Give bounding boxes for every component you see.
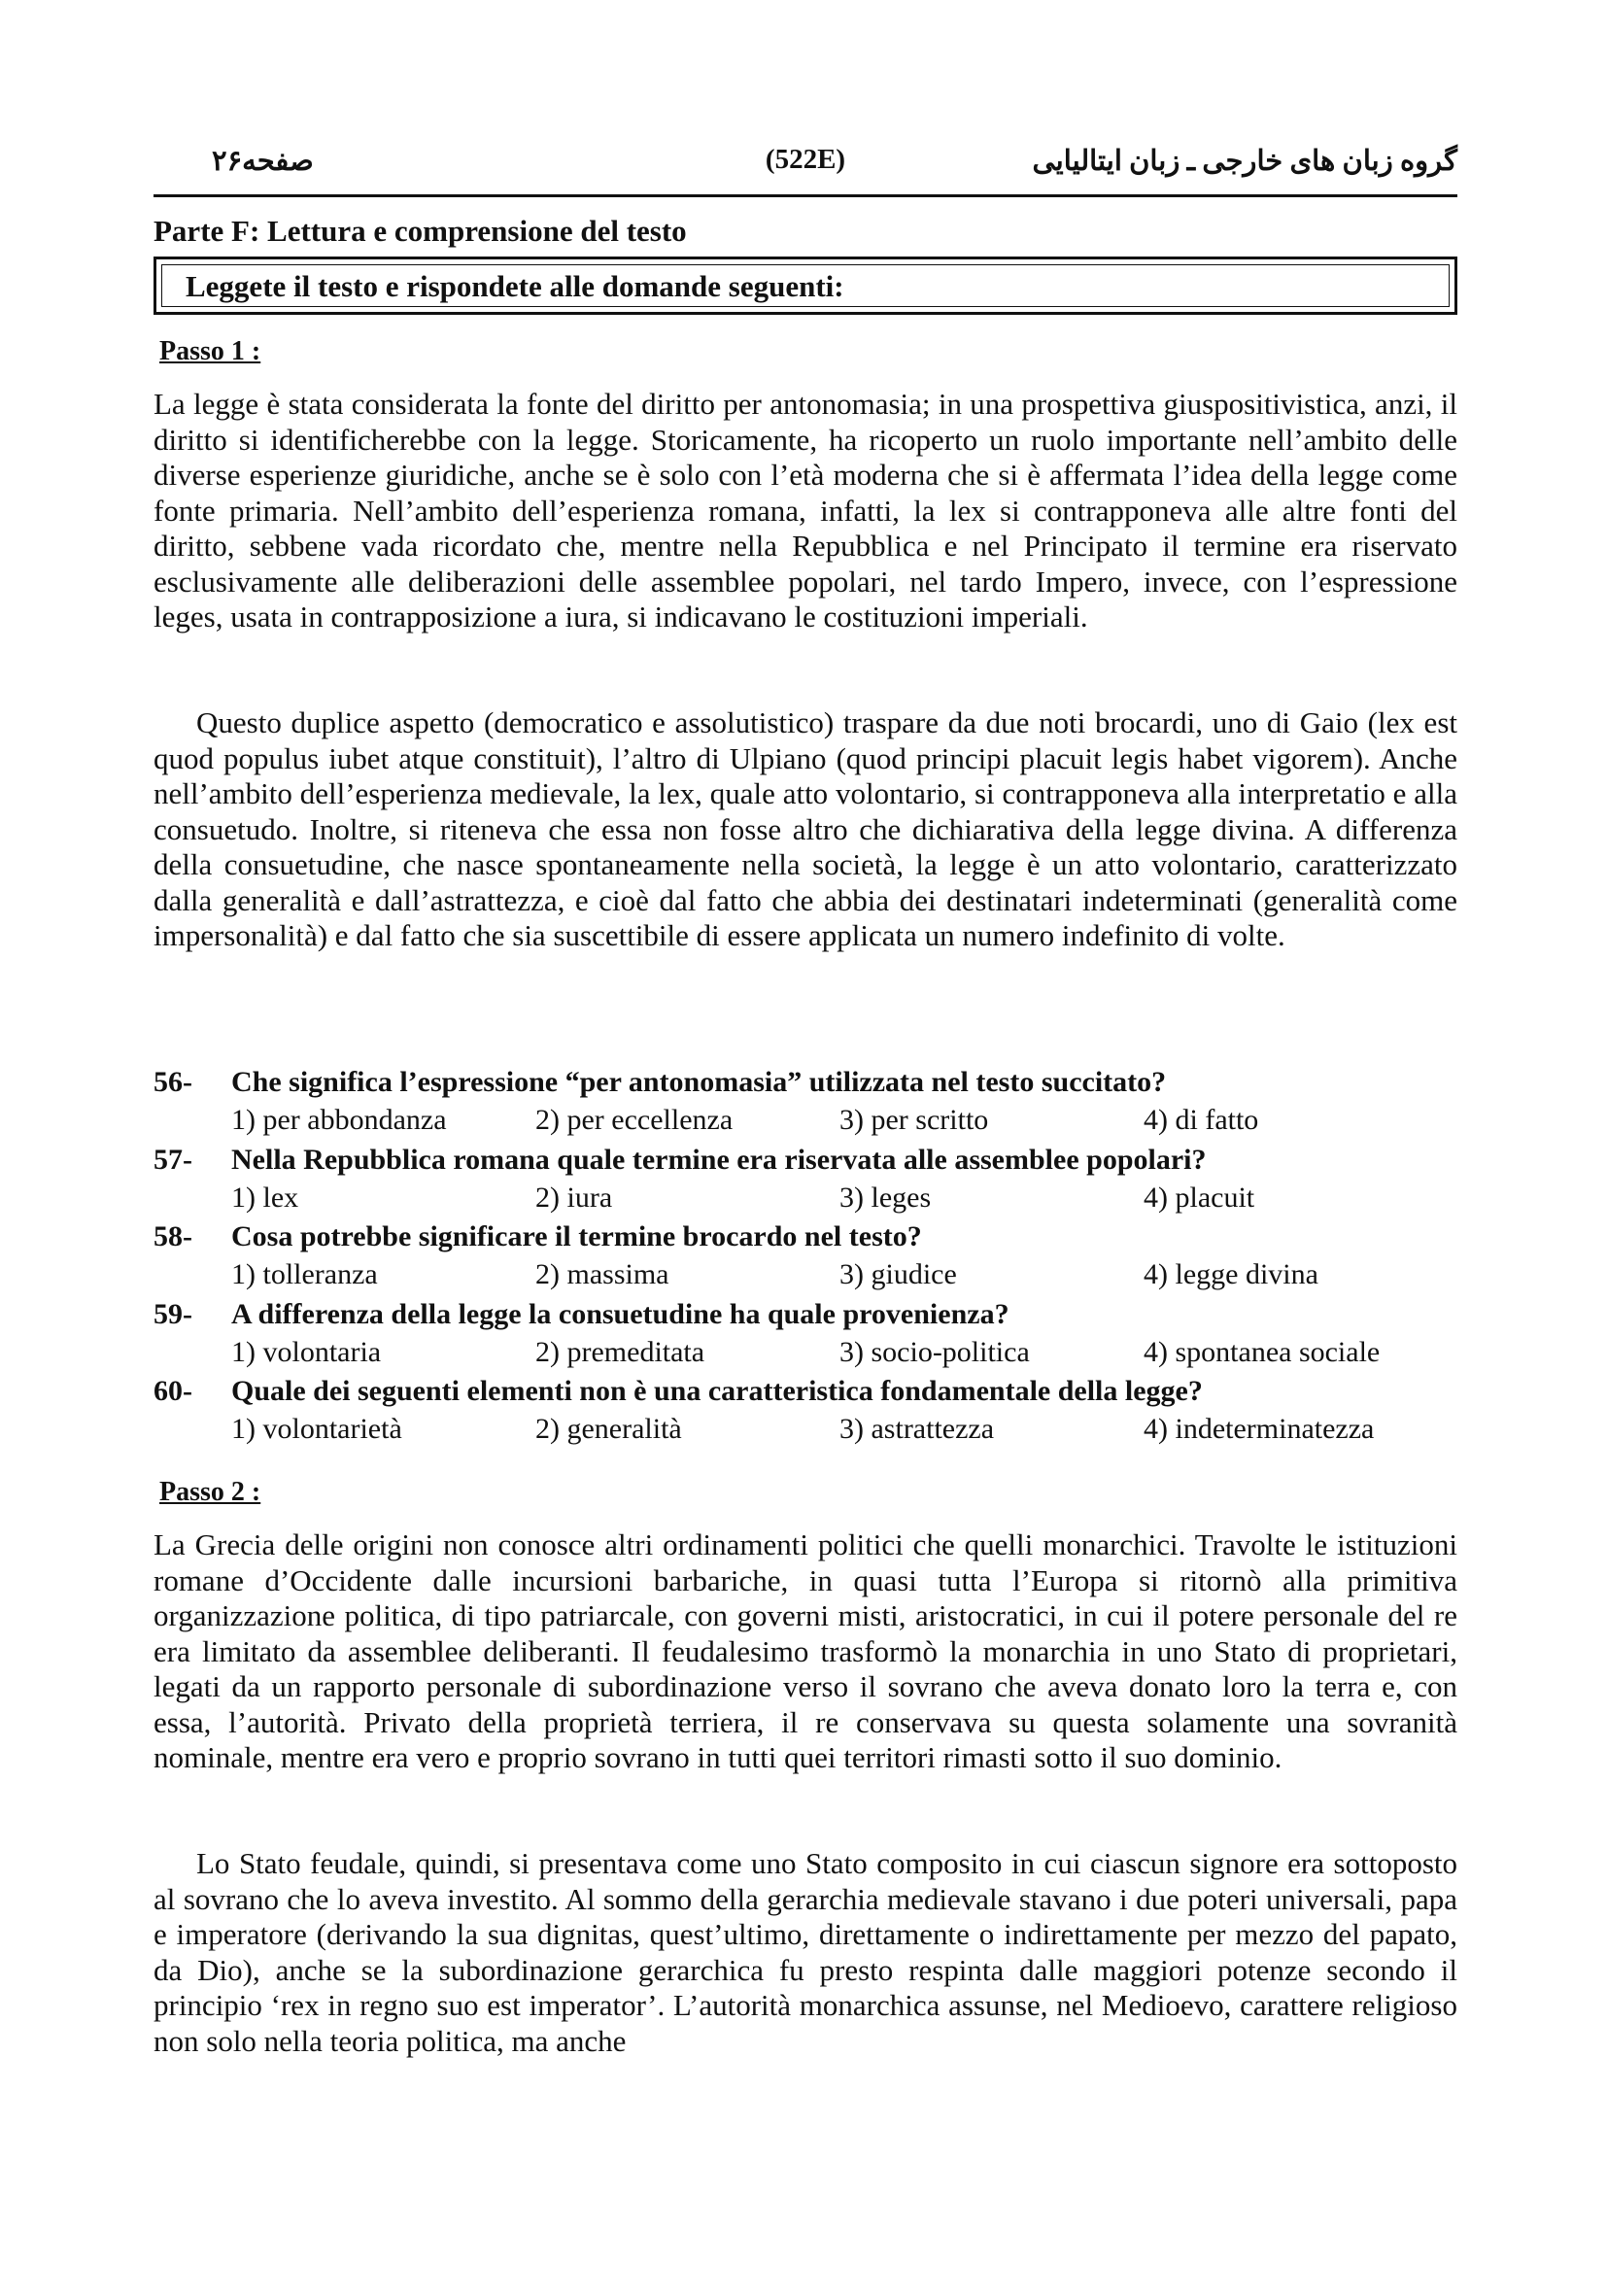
question-list — [154, 1066, 1457, 1453]
question-stem: Quale dei seguenti elementi non è una caratteristica fondamentale della legge? — [231, 1375, 1203, 1407]
question-59 — [154, 1298, 1457, 1376]
option-2: 2) iura — [535, 1181, 613, 1214]
question-number: 60- — [154, 1375, 192, 1407]
header-divider — [154, 194, 1457, 197]
option-2: 2) per eccellenza — [535, 1104, 734, 1136]
header-page-number: صفحه۲۶ — [212, 146, 314, 177]
question-number: 57- — [154, 1143, 192, 1176]
option-4: 4) di fatto — [1144, 1104, 1259, 1136]
passo-1-paragraph-1: La legge è stata considerata la fonte del diritto per antonomasia; in una prospettiva giuspositivistica, anzi, il diritto si identificherebbe con la legge. Storicamente, ha ricoperto un ruolo importante nell’ambito delle diverse esperienze giuridiche, anche se è solo con l’età moderna che si è affermata l’idea della legge come fonte primaria. Nell’ambito dell’esperienza romana, infatti, la lex si contrapponeva alle altre fonti del diritto, sebbene vada ricordato che, mentre nella Repubblica e nel Principato il termine era riservato esclusivamente alle deliberazioni delle assemblee popolari, nel tardo Impero, invece, con l’espressione leges, usata in contrapposizione a iura, si indicavano le costituzioni imperiali. — [154, 387, 1457, 634]
question-number: 56- — [154, 1066, 192, 1098]
page-header — [154, 144, 1457, 190]
option-3: 3) leges — [839, 1181, 932, 1214]
option-3: 3) giudice — [839, 1258, 957, 1290]
question-57 — [154, 1144, 1457, 1221]
option-3: 3) socio-politica — [839, 1335, 1030, 1368]
option-1: 1) per abbondanza — [231, 1104, 447, 1136]
passo-2-paragraph-2: Lo Stato feudale, quindi, si presentava come uno Stato composito in cui ciascun signore era sottoposto al sovrano che lo aveva investito. Al sommo della gerarchia medievale stavano i due poteri universali, papa e imperatore (derivando la sua dignitas, quest’ultimo, direttamente o indirettamente per mezzo del papato, da Dio), anche se la subordinazione gerarchica fu presto respinta dalle maggiori potenze secondo il principio ‘rex in regno suo est imperator’. L’autorità monarchica assunse, nel Medioevo, carattere religioso non solo nella teoria politica, ma anche — [154, 1846, 1457, 2058]
question-number: 59- — [154, 1297, 192, 1330]
instruction-text: Leggete il testo e rispondete alle domande seguenti: — [186, 269, 844, 303]
option-4: 4) indeterminatezza — [1144, 1413, 1375, 1445]
question-stem: Che significa l’espressione “per antonomasia” utilizzata nel testo succitato? — [231, 1066, 1167, 1098]
option-1: 1) volontaria — [231, 1335, 382, 1368]
question-56 — [154, 1066, 1457, 1144]
passo-2-paragraph-1: La Grecia delle origini non conosce altri ordinamenti politici che quelli monarchici. Travolte le istituzioni romane d’Occidente dalle incursioni barbariche, in quasi tutta l’Europa si ritornò alla primitiva organizzazione politica, di tipo patriarcale, con governi misti, aristocratici, in cui il potere personale del re era limitato da assemblee deliberanti. Il feudalesimo trasformò la monarchia in uno Stato di proprietari, legati da un rapporto personale di subordinazione verso il sovrano che aveva donato loro la terra e, con essa, l’autorità. Privato della proprietà terriera, il re conservava su questa solamente una sovranità nominale, mentre era vero e proprio sovrano in tutti quei territori rimasti sotto il suo dominio. — [154, 1527, 1457, 1774]
question-60 — [154, 1375, 1457, 1453]
section-title: Parte F: Lettura e comprensione del testo — [154, 214, 687, 248]
option-2: 2) generalità — [535, 1413, 682, 1445]
option-1: 1) tolleranza — [231, 1258, 378, 1290]
option-2: 2) massima — [535, 1258, 669, 1290]
question-58 — [154, 1220, 1457, 1298]
question-stem: Nella Repubblica romana quale termine era riservata alle assemblee popolari? — [231, 1143, 1207, 1176]
passo-1-paragraph-2: Questo duplice aspetto (democratico e assolutistico) traspare da due noti brocardi, uno di Gaio (lex est quod populus iubet atque constituit), l’altro di Ulpiano (quod principi placuit legis habet vigorem). Anche nell’ambito dell’esperienza medievale, la lex, quale atto volontario, si contrapponeva alla interpretatio e alla consuetudo. Inoltre, si riteneva che essa non fosse altro che dichiarativa della legge divina. A differenza della consuetudine, che nasce spontaneamente nella società, la legge è un atto volontario, caratterizzato dalla generalità e dall’astrattezza, e cioè dal fatto che abbia dei destinatari indeterminati (generalità come impersonalità) e dal fatto che sia suscettibile di essere applicata un numero indefinito di volte. — [154, 705, 1457, 952]
passo-2-label: Passo 2 : — [159, 1477, 261, 1507]
header-exam-code: (522E) — [765, 144, 846, 175]
option-1: 1) lex — [231, 1181, 299, 1214]
option-4: 4) legge divina — [1144, 1258, 1318, 1290]
question-stem: A differenza della legge la consuetudine ha quale provenienza? — [231, 1297, 1009, 1330]
question-number: 58- — [154, 1220, 192, 1252]
option-2: 2) premeditata — [535, 1335, 705, 1368]
option-3: 3) astrattezza — [839, 1413, 995, 1445]
option-3: 3) per scritto — [839, 1104, 989, 1136]
passo-1-label: Passo 1 : — [159, 336, 261, 366]
header-group-title: گروه زبان های خارجی ـ زبان ایتالیایی — [1032, 146, 1457, 177]
question-stem: Cosa potrebbe significare il termine brocardo nel testo? — [231, 1220, 922, 1252]
option-4: 4) spontanea sociale — [1144, 1335, 1381, 1368]
instruction-box — [154, 257, 1457, 315]
option-1: 1) volontarietà — [231, 1413, 402, 1445]
option-4: 4) placuit — [1144, 1181, 1255, 1214]
